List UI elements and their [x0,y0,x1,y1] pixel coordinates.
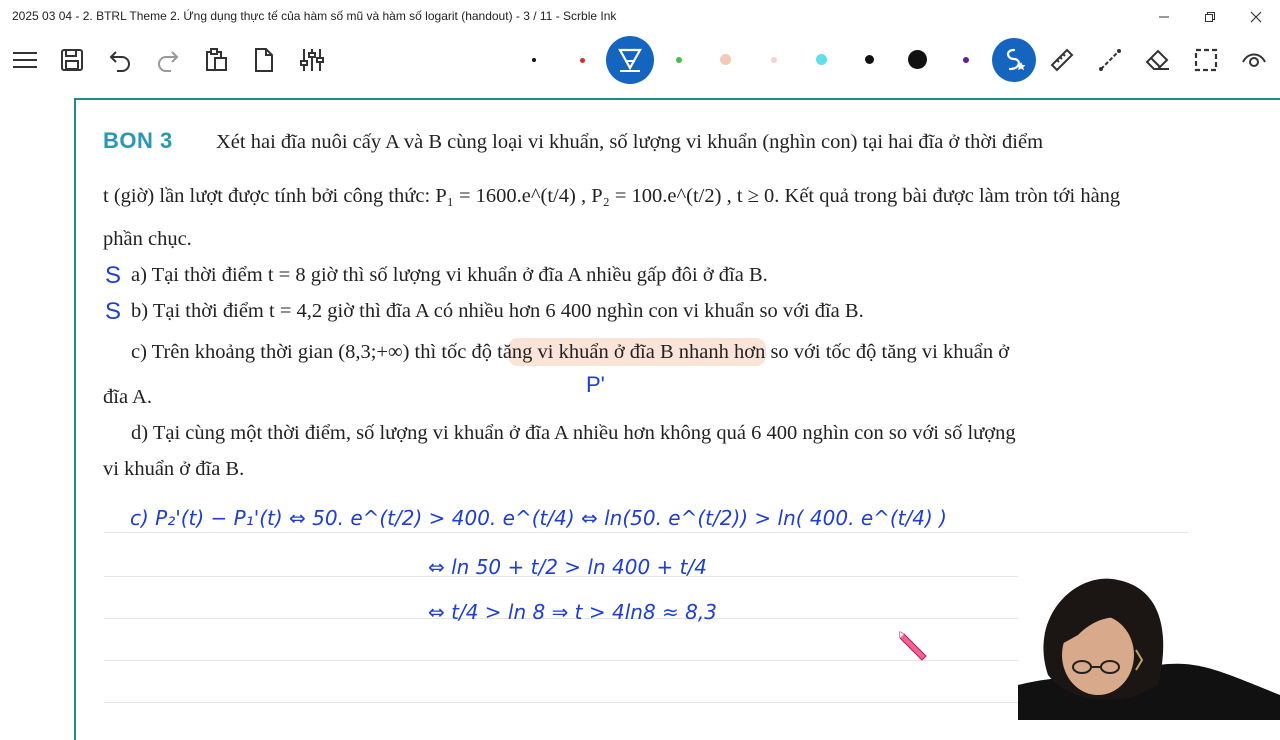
statement-c-cont: đĩa A. [103,386,152,408]
problem-line-1: Xét hai đĩa nuôi cấy A và B cùng loại vi khuẩn, số lượng vi khuẩn (nghìn con) tại hai đĩa ở thời điểm [216,131,1044,153]
clipboard-icon [204,48,228,72]
ink-mark-a: S [105,262,122,289]
statement-c: c) Trên khoảng thời gian (8,3;+∞) thì tốc độ tăng vi khuẩn ở đĩa B nhanh hơn so với tốc độ tăng vi khuẩn ở [131,341,1010,363]
pen-color-purple[interactable] [963,57,969,63]
statement-a: a) Tại thời điểm t = 8 giờ thì số lượng vi khuẩn ở đĩa A nhiều gấp đôi ở đĩa B. [131,264,768,286]
handwriting-row-2: ⇔ ln 50 + t/2 > ln 400 + t/4 [428,555,707,579]
minimize-icon [1158,11,1170,23]
ink-mark-b: S [105,298,122,325]
pen-color-pink[interactable] [771,57,777,63]
handwriting-row-3: ⇔ t/4 > ln 8 ⇒ t > 4ln8 ≈ 8,3 [428,600,717,624]
menu-button[interactable] [3,38,47,82]
handwriting-row-1: c) P₂'(t) − P₁'(t) ⇔ 50. e^(t/2) > 400. e^(t/4) ⇔ ln(50. e^(t/2)) > ln( 400. e^(t/4) ) [130,506,947,530]
save-icon [60,48,84,72]
menu-icon [12,50,38,70]
highlighter-tool-button[interactable] [606,36,654,84]
close-button[interactable] [1236,4,1276,30]
pen-color-peach[interactable] [720,54,731,65]
statement-b: b) Tại thời điểm t = 4,2 giờ thì đĩa A có nhiều hơn 6 400 nghìn con vi khuẩn so với đĩa B. [131,300,864,322]
new-page-icon [252,48,276,72]
redo-button[interactable] [146,38,190,82]
pen-tool-button[interactable] [992,38,1036,82]
highlighter-icon [617,47,643,73]
undo-icon [108,48,132,72]
line-tool-button[interactable] [1088,38,1132,82]
pen-color-black-large[interactable] [908,50,927,69]
selection-button[interactable] [1184,38,1228,82]
pen-color-black-medium[interactable] [865,55,874,64]
ruler-button[interactable] [1040,38,1084,82]
eraser-icon [1145,48,1171,72]
problem-line-3: phần chục. [103,228,192,250]
statement-d: d) Tại cùng một thời điểm, số lượng vi khuẩn ở đĩa A nhiều hơn không quá 6 400 nghìn con so với số lượng [131,422,1016,444]
save-button[interactable] [50,38,94,82]
presenter-image [1018,575,1280,720]
pen-color-cyan[interactable] [816,54,827,65]
view-button[interactable] [1232,38,1276,82]
settings-button[interactable] [290,38,334,82]
pen-color-black-small[interactable] [532,58,536,62]
ruled-line [104,532,1188,533]
minimize-button[interactable] [1144,4,1184,30]
pen-color-red[interactable] [580,58,585,63]
settings-sliders-icon [299,48,325,72]
title-bar [0,0,1280,34]
new-page-button[interactable] [242,38,286,82]
redo-icon [156,48,180,72]
close-icon [1250,11,1262,23]
window-title: 2025 03 04 - 2. BTRL Theme 2. Ứng dụng thực tế của hàm số mũ và hàm số logarit (handout) - 3 / 11 - Scrble Ink [12,9,617,23]
pen-cursor-icon [898,630,930,662]
problem-heading: BON 3 [103,128,173,153]
line-tool-icon [1098,48,1122,72]
restore-button[interactable] [1190,4,1230,30]
eraser-button[interactable] [1136,38,1180,82]
clipboard-button[interactable] [194,38,238,82]
toolbar [0,34,1280,86]
view-eye-icon [1241,49,1267,71]
problem-line-2: t (giờ) lần lượt được tính bởi công thức: P₁ = 1600.e^(t/4) , P₂ = 100.e^(t/2) , t ≥ 0. Kết quả trong bài được làm tròn tới hàng [103,185,1121,207]
webcam-overlay [1018,575,1280,720]
ruler-icon [1050,48,1074,72]
statement-d-cont: vi khuẩn ở đĩa B. [103,458,245,480]
selection-icon [1194,48,1218,72]
pen-tool-icon [1001,47,1027,73]
restore-icon [1204,11,1216,23]
ink-note-p-prime: P' [586,372,605,397]
undo-button[interactable] [98,38,142,82]
pen-color-green[interactable] [676,57,682,63]
